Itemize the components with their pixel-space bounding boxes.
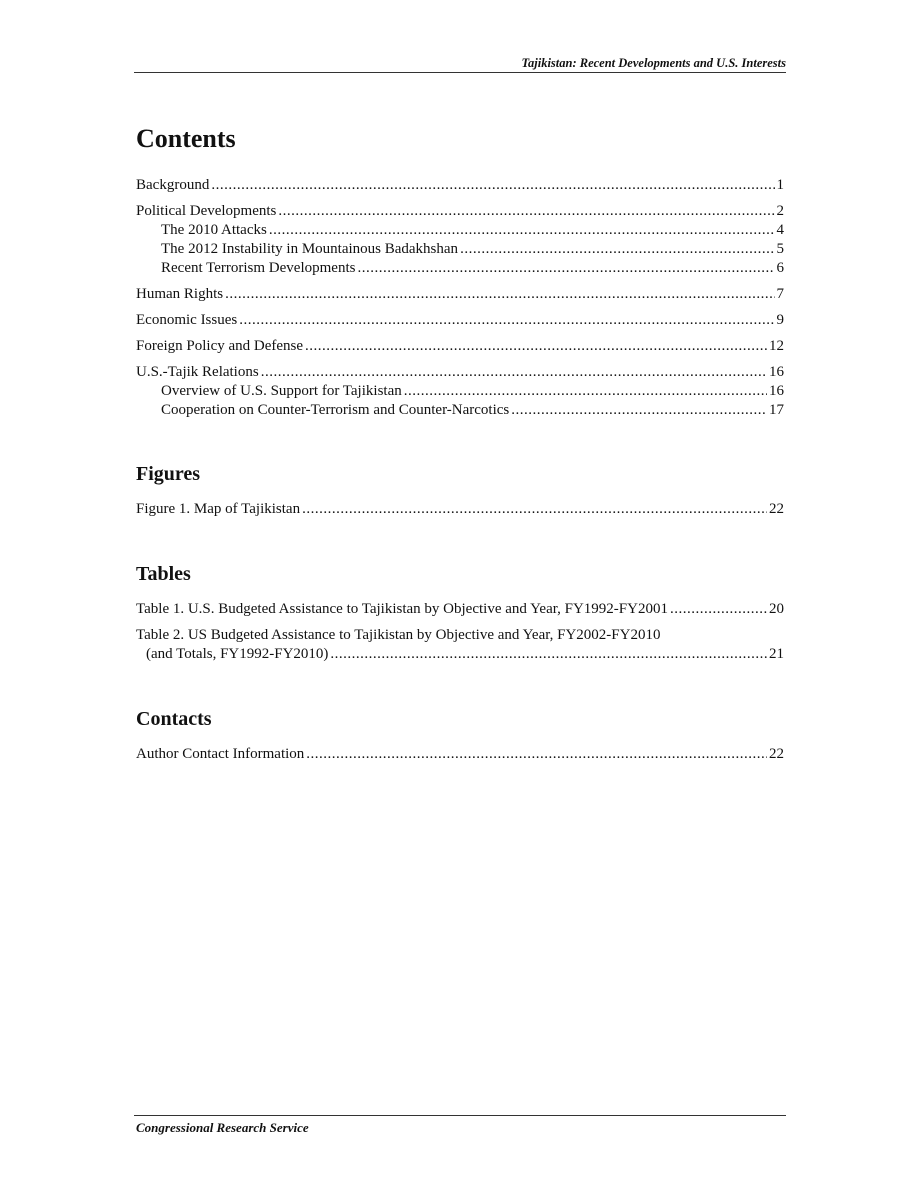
toc-page-number: 20 <box>769 601 784 617</box>
toc-entry-label: Author Contact Information <box>136 746 305 762</box>
toc-page-number: 16 <box>769 383 784 399</box>
tables-list <box>136 600 784 664</box>
tables-heading: Tables <box>136 563 191 585</box>
toc-entry-us-support-overview[interactable] <box>136 382 784 401</box>
contacts-list <box>136 745 784 764</box>
toc-entry-political-developments[interactable] <box>136 202 784 221</box>
toc-page-number: 6 <box>776 260 784 276</box>
toc-page-number: 1 <box>776 177 784 193</box>
toc-leader-dots <box>239 311 774 330</box>
toc-entry-label: Human Rights <box>136 286 224 302</box>
toc-leader-dots <box>261 363 767 382</box>
toc-page-number: 16 <box>769 364 784 380</box>
toc-entry-background[interactable] <box>136 176 784 195</box>
footer-divider <box>134 1115 786 1116</box>
toc-leader-dots <box>306 745 767 764</box>
toc-page-number: 21 <box>769 646 784 662</box>
contents-list <box>136 176 784 420</box>
toc-entry-label: Cooperation on Counter-Terrorism and Counter-Narcotics <box>161 402 510 418</box>
toc-entry-table-1[interactable] <box>136 600 784 619</box>
toc-leader-dots <box>225 285 774 304</box>
toc-entry-economic-issues[interactable] <box>136 311 784 330</box>
toc-leader-dots <box>305 337 767 356</box>
contacts-heading: Contacts <box>136 708 212 730</box>
toc-leader-dots <box>269 221 775 240</box>
toc-leader-dots <box>511 401 767 420</box>
toc-page-number: 12 <box>769 338 784 354</box>
contents-heading: Contents <box>136 124 236 153</box>
toc-page-number: 4 <box>776 222 784 238</box>
toc-entry-continuation <box>136 645 784 664</box>
toc-page-number: 2 <box>776 203 784 219</box>
toc-leader-dots <box>404 382 767 401</box>
toc-entry-label: Background <box>136 177 210 193</box>
toc-entry-figure-1[interactable] <box>136 500 784 519</box>
toc-entry-label: Table 1. U.S. Budgeted Assistance to Tajikistan by Objective and Year, FY1992-FY2001 <box>136 601 668 617</box>
toc-entry-label: Figure 1. Map of Tajikistan <box>136 501 301 517</box>
toc-entry-author-contact[interactable] <box>136 745 784 764</box>
toc-entry-us-tajik-relations[interactable] <box>136 363 784 382</box>
toc-entry-2010-attacks[interactable] <box>136 221 784 240</box>
figures-list <box>136 500 784 519</box>
toc-entry-label-continued: (and Totals, FY1992-FY2010) <box>146 646 329 662</box>
toc-entry-label: The 2010 Attacks <box>161 222 267 238</box>
toc-entry-label: The 2012 Instability in Mountainous Badakhshan <box>161 241 459 257</box>
header-divider <box>134 72 786 73</box>
toc-page-number: 22 <box>769 746 784 762</box>
running-footer: Congressional Research Service <box>136 1120 309 1135</box>
toc-entry-label: Political Developments <box>136 203 277 219</box>
running-header: Tajikistan: Recent Developments and U.S. Interests <box>521 56 786 70</box>
toc-leader-dots <box>330 645 767 664</box>
toc-entry-terrorism-developments[interactable] <box>136 259 784 278</box>
toc-entry-foreign-policy[interactable] <box>136 337 784 356</box>
toc-entry-human-rights[interactable] <box>136 285 784 304</box>
toc-leader-dots <box>460 240 774 259</box>
toc-page-number: 17 <box>769 402 784 418</box>
toc-entry-2012-instability[interactable] <box>136 240 784 259</box>
toc-entry-label: Recent Terrorism Developments <box>161 260 356 276</box>
toc-leader-dots <box>302 500 767 519</box>
toc-entry-label: Economic Issues <box>136 312 238 328</box>
figures-heading: Figures <box>136 463 201 485</box>
toc-leader-dots <box>670 600 767 619</box>
toc-entry-label: Foreign Policy and Defense <box>136 338 304 354</box>
toc-page-number: 7 <box>776 286 784 302</box>
toc-page-number: 22 <box>769 501 784 517</box>
toc-leader-dots <box>211 176 774 195</box>
toc-page-number: 9 <box>776 312 784 328</box>
toc-leader-dots <box>278 202 774 221</box>
toc-entry-table-2[interactable] <box>136 626 784 664</box>
toc-leader-dots <box>357 259 774 278</box>
toc-entry-label: Overview of U.S. Support for Tajikistan <box>161 383 402 399</box>
toc-page-number: 5 <box>776 241 784 257</box>
toc-entry-label: U.S.-Tajik Relations <box>136 364 259 380</box>
toc-entry-label: Table 2. US Budgeted Assistance to Tajikistan by Objective and Year, FY2002-FY2010 <box>136 627 661 643</box>
toc-entry-counter-terrorism-cooperation[interactable] <box>136 401 784 420</box>
